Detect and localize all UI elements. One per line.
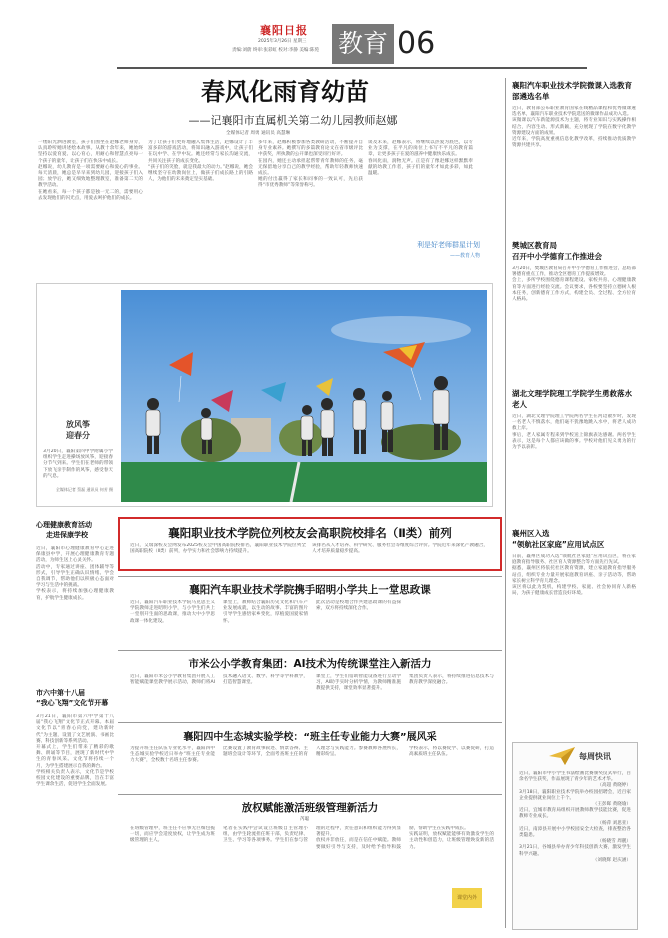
photo-credit: 全媒体记者 蔡磊 通讯员 何芳 摄 bbox=[55, 487, 113, 492]
editor-credits: 责编:刘蔚 终审:张彩虹 校对:李静 美编:陈苑 bbox=[232, 48, 319, 53]
headline-2: 襄阳汽车职业技术学院携手昭明小学共上一堂思政课 bbox=[189, 584, 431, 596]
right-body-2: 3月20日，樊城区教育局召开中小学德育工作推进会，总结部署德育重点工作，推动全区德育工作提质增效。 会上，多所学校围绕德育课程建设、家校共育、心理健康教育等方面进行经验交流。会议要求，各校要坚持立德树人根本任务，创新德育工作方式，构建全员、全过程、全方位育人格局。 bbox=[512, 266, 636, 303]
right-headline-2 bbox=[512, 240, 636, 262]
left-headline-1-line2: 走进保康学校 bbox=[46, 531, 88, 539]
weekly-news-box bbox=[512, 742, 638, 930]
divider-h2 bbox=[118, 650, 502, 651]
headline-5: 放权赋能激活班级管理新活力 bbox=[241, 802, 379, 814]
left-column bbox=[36, 520, 114, 930]
news-credit-1: （高超 黄晓婷） bbox=[597, 783, 631, 789]
main-body-col3: 多年来，赵娜积极参加各类教研活动，不断提升自身专业素养。她撰写的多篇教育论文在省市级评比中获奖，所执教的公开课也深受同行好评。 在园内，她还主动承担起帮带青年教师的任务，毫无保留地分享自己的教学经验，帮助年轻教师快速成长。 她的付出赢得了家长和同事的一致认可，先后获得“市优秀教师”等荣誉称号。 bbox=[258, 140, 363, 189]
left-headline-1 bbox=[36, 520, 114, 540]
right-headline-1: 襄阳汽车职业技术学院微课入选教育部遴选名单 bbox=[512, 81, 632, 101]
headline-3: 市米公小学教育集团：AI技术为传统课堂注入新活力 bbox=[188, 658, 432, 670]
main-byline: 全媒体记者 周勇 通讯员 高慧琳 bbox=[226, 131, 291, 136]
right-column-divider bbox=[505, 78, 506, 928]
masthead-divider bbox=[117, 67, 587, 69]
main-body-col2: 为了让孩子们更好地融入集体生活，赵娜设计了丰富多彩的游戏活动，将知识融入游戏中，让孩子们在玩中学、在学中玩。她还经常与家长沟通交流，共同关注孩子的成长变化。 “孩子们的笑脸，就是我最大的动力。”赵娜说，她会继续坚守在幼教岗位上，做孩子们成长路上的引路人，为他们的未来奠定坚实基础。 bbox=[148, 140, 253, 183]
kite-flying-photo bbox=[121, 290, 487, 502]
pull-quote-line2: ——教育人物 bbox=[449, 253, 480, 259]
issue-date: 2025年3月26日 星期三 bbox=[258, 39, 307, 44]
left-headline-2-line2: “我心飞翔”文化节开幕 bbox=[36, 699, 109, 707]
news-credit-3: （杨萍 刘思亚） bbox=[597, 820, 631, 826]
article-4-body: 为提升班主任队伍专业化水平，襄阳四中生态城实验学校近日举办“班主任专业能力大赛”，全校数十名班主任参赛。 比赛设置了教育故事叙述、情景答辩、主题班会设计等环节，全面考查班主任的育人理念与实践能力。参赛教师各展所长，精彩纷呈。 学校表示，将以赛促学、以赛促研，打造高素质班主任队伍。 bbox=[130, 746, 494, 764]
photo-caption bbox=[43, 419, 113, 493]
article-5-stamp: 课堂内外 bbox=[452, 888, 482, 908]
article-3-body: 近日，襄阳市米公小学教育集团开展人工智能赋能课堂教学展示活动，教师们将AI技术融入语文、数学、科学等学科教学，打造智慧课堂。 课堂上，学生们借助智能设备进行互动学习，AI助手实时分析学情，为教师精准施教提供支持，课堂效率显著提升。 集团负责人表示，将持续推进信息技术与教育教学深度融合。 bbox=[130, 674, 494, 692]
main-body-col4: 谈及未来，赵娜表示，将继续以热爱为底色，以专业为支撑，在平凡的岗位上书写不平凡的教育篇章，让更多孩子在爱的滋养中健康快乐成长。 春风化雨，润物无声。正是有了像赵娜这样默默奉献的幼教工作者，孩子们的童年才如此多彩，如此温暖。 bbox=[368, 140, 473, 177]
highlight-headline: 襄阳职业技术学院位列校友会高职院校排名（Ⅱ类）前列 bbox=[168, 526, 452, 540]
headline-4: 襄阳四中生态城实验学校：“班主任专业能力大赛”展风采 bbox=[183, 732, 437, 743]
left-body-1: 近日，襄阳市心理健康教育中心走进保康县中学，开展心理健康教育专题活动，为师生送上心灵关怀。 活动中，专家通过讲座、团体辅导等形式，引导学生正确认识情绪、学会自我调节，帮助他们以积极心态面对学习与生活中的挑战。 学校表示，将持续加强心理健康教育，护航学生健康成长。 bbox=[36, 546, 114, 601]
right-headline-3: 湖北文理学院理工学院学生勇救落水老人 bbox=[512, 389, 632, 409]
article-2-body: 近日，襄阳汽车职业技术学院马克思主义学院教师走进昭明小学，与小学生们共上一堂别开生面的思政课，推动大中小学思政课一体化建设。 课堂上，教师结合襄阳历史文化和汽车产业发展成就，以生动的故事、丰富的图片引导学生感悟家乡变化，厚植爱国爱家情怀。 此次活动是校地合作共建思政课的有益探索，双方将持续深化合作。 bbox=[130, 600, 401, 624]
right-body-3: 近日，湖北文理学院理工学院两名学生在河边散步时，发现一名老人不慎落水，他们毫不犹豫地跳入水中，将老人成功救上岸。 事后，老人家属专程来到学校送上锦旗表达感谢。两名学生表示，这是每个人都应该做的事。学校对他们见义勇为的行为予以表彰。 bbox=[512, 414, 636, 451]
right-headline-2-line1: 樊城区教育局 bbox=[512, 241, 557, 250]
page-number: 06 bbox=[397, 26, 436, 61]
right-headline-2-line2: 召开中小学德育工作推进会 bbox=[512, 252, 602, 261]
left-body-2: 3月21日，襄阳市第六中学第十八届“我心飞翔”文化节正式开幕。本届文化节以“青春心向党，建功新时代”为主题，设置了文艺展演、书画比赛、科技创新等系列活动。 开幕式上，学生们带来了精彩的歌舞、朗诵等节目，展现了新时代中学生的青春风采。文化节将持续一个月，为学生搭建展示自我的舞台。 学校相关负责人表示，文化节是学校校园文化建设的重要品牌，旨在丰富学生课余生活，促进学生全面发展。 bbox=[36, 714, 114, 788]
paper-plane-icon bbox=[549, 747, 575, 765]
divider-h1 bbox=[118, 576, 502, 577]
divider-h4 bbox=[118, 794, 502, 795]
section-label: 教育 bbox=[332, 24, 394, 64]
left-headline-1-line1: 心理健康教育活动 bbox=[36, 521, 92, 529]
weekly-news-title: 每周快讯 bbox=[579, 752, 611, 761]
left-headline-2-line1: 市六中第十八届 bbox=[36, 689, 85, 697]
divider-h3 bbox=[118, 722, 502, 723]
right-headline-4-line1: 襄州区入选 bbox=[512, 529, 550, 538]
news-credit-4: （杨晓雪 周靓） bbox=[597, 839, 631, 845]
left-headline-2 bbox=[36, 688, 114, 708]
highlight-article[interactable] bbox=[118, 517, 502, 571]
photo-caption-title: 放风筝 迎春分 bbox=[66, 420, 90, 440]
masthead bbox=[0, 0, 668, 70]
highlight-body-right: 该排名从人才培养、科学研究、服务社会等维度综合评价。学院近年来深化产教融合，人才培养质量稳步提高。 bbox=[312, 543, 488, 555]
main-body-col1: 一缕阳光洒进教室，孩子们围坐在赵娜老师身旁，认真聆听她讲述绘本故事。从教十余年来，她始终坚持以爱育爱、以心育心，用耐心和智慧点亮每一个孩子的童年，让孩子们在快乐中成长。 赵娜说，幼儿教育是一项需要耐心和爱心的事业。每天清晨，她总是早早来到幼儿园，迎接孩子们入园；放学后，她又细致地整理教室，准备第二天的教学活动。 在她看来，每一个孩子都是独一无二的，需要用心去发现他们的闪光点，用爱去呵护他们的成长。 bbox=[38, 140, 143, 201]
right-body-1: 近日，教育部公布职业教育国家在线精品课程和优秀微课遴选名单，襄阳汽车职业技术学院选送的微课作品成功入选。 该微课以汽车新能源技术为主题，将专业知识与实践操作相结合，内容生动、形式新颖，充分展现了学院在数字化教学资源建设方面的成果。 近年来，学院高度重视信息化教学改革，持续推动优质教学资源共建共享。 bbox=[512, 106, 636, 149]
headline-5-byline: 芮聪 bbox=[300, 817, 310, 822]
main-headline: 春风化雨育幼苗 bbox=[201, 77, 369, 106]
pull-quote bbox=[380, 240, 480, 270]
news-credit-2: （王彭晖 黄晓瑜） bbox=[592, 802, 631, 808]
photo-caption-text: 3月20日，襄阳第四中学附属小学组织学生走进操场放风筝，迎接春分节气到来。学生们在老师的带领下放飞亲手制作的风筝，感受春天的气息。 bbox=[43, 449, 113, 479]
news-credit-5: （刘晓辉 赵庆涵） bbox=[592, 857, 631, 863]
article-5-body: 在班级管理中，班主任不应事无巨细包揽一切，而应学会适度放权，让学生成为班级管理的主人。 笔者在实践中尝试设立班级自主管理小组，由学生轮流担任班干部，负责纪律、卫生、学习等各项事务。学生们在参与管理的过程中，责任意识和组织能力得到显著提升。 放权并非放任，而是在信任中赋能。教师要做好引导与支持，及时给予指导和鼓励，帮助学生在实践中成长。 实践证明，放权赋能能够有效激发学生的主动性和创造力，让班级管理焕发新的活力。 bbox=[130, 826, 494, 850]
pull-quote-line1: 利是好老师群星计划 bbox=[417, 241, 480, 249]
weekly-news-body: 近日，襄阳市中小学生书法绘画比赛颁奖仪式举行，百余名学生获奖，作品展现了青少年的艺术才华。 （高超 黄晓婷） 3月18日，襄阳职业技术学院举办校园招聘会，近百家企业提供就业岗位上千个。 （王彭晖 黄晓瑜） 近日，宜城市教育局组织开展教师教学技能比赛，促进教师专业成长。 （杨萍 刘思亚） 近日，南漳县开展中小学校园安全大检查，排查整治各类隐患。 （杨晓雪 周靓） 3月21日，谷城县举办青少年科技创新大赛，激发学生科学兴趣。 （刘晓辉 赵庆涵） bbox=[519, 771, 631, 863]
right-headline-4 bbox=[512, 528, 636, 550]
right-body-4: 日前，襄州区成功入选“领航社区家庭”应用试点区，将在家庭教育指导服务、社区育人资源整合等方面先行先试。 据悉，襄州区将依托社区教育资源，建立家庭教育指导服务站点，组织专业力量开展家庭教育讲座、亲子活动等，帮助家长树立科学育儿理念。 该区将以此为契机，构建学校、家庭、社会协同育人新格局，为孩子健康成长营造良好环境。 bbox=[512, 554, 636, 597]
right-headline-4-line2: “领航社区家庭”应用试点区 bbox=[512, 540, 605, 549]
highlight-body-left: 近日，艾瑞深校友会网发布2025校友会中国高职院校排名，襄阳职业技术学院位列全国高职院校（Ⅱ类）前列，办学实力和社会影响力持续提升。 bbox=[130, 543, 306, 555]
main-subtitle: ——记襄阳市直属机关第二幼儿园教师赵娜 bbox=[188, 114, 398, 127]
photo-block bbox=[36, 283, 493, 507]
right-column bbox=[512, 80, 636, 930]
newspaper-logo: 襄阳日报 bbox=[260, 24, 308, 37]
